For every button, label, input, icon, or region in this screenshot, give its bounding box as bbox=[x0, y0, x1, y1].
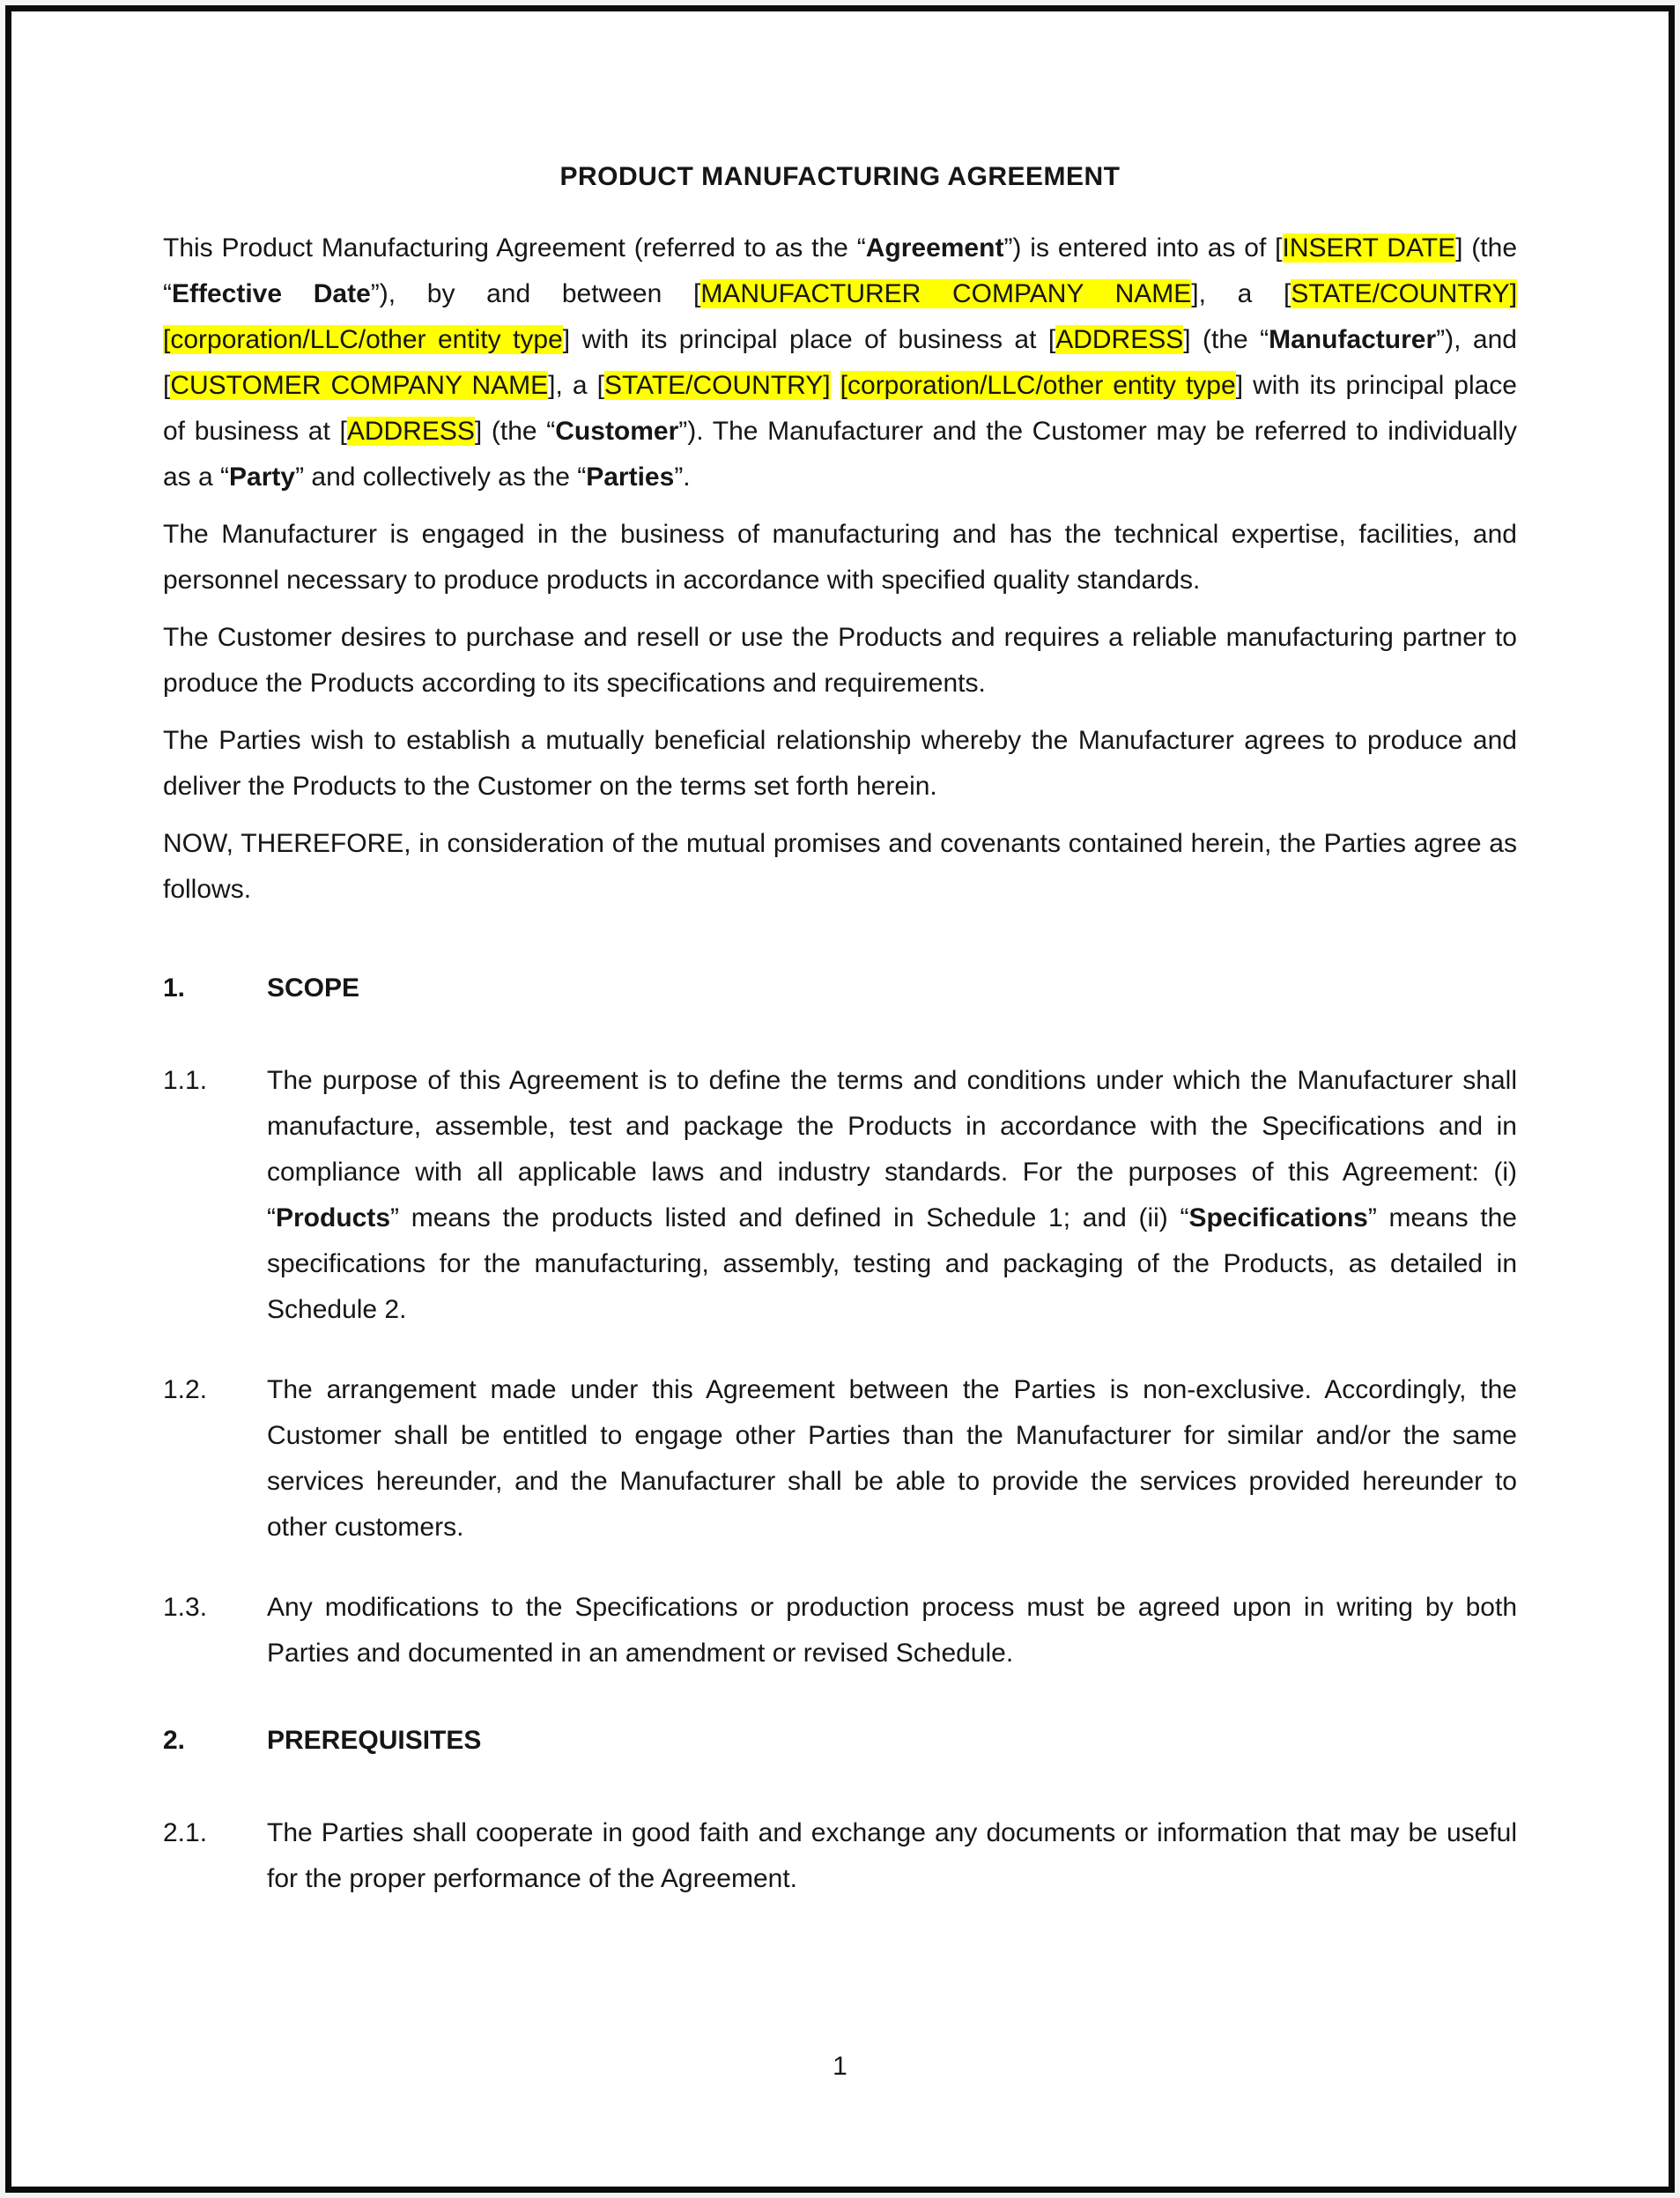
text-run: ], a [ bbox=[548, 371, 604, 400]
text-run: ” means the specifications for the manufacturing, assembly, testing and packaging of the Products, as detailed in Schedule 2. bbox=[267, 1203, 1517, 1324]
highlighted-placeholder: STATE/COUNTRY] bbox=[603, 371, 831, 400]
highlighted-placeholder: INSERT DATE bbox=[1282, 233, 1456, 263]
highlighted-placeholder: [corporation/LLC/other entity type bbox=[840, 371, 1236, 400]
bold-term: Agreement bbox=[865, 233, 1004, 263]
section-heading bbox=[163, 1718, 1517, 1764]
section-heading-label: PREREQUISITES bbox=[267, 1726, 482, 1755]
highlighted-placeholder: MANUFACTURER COMPANY NAME bbox=[700, 279, 1192, 308]
text-run: ], a [ bbox=[1191, 279, 1291, 308]
bold-term: Effective Date bbox=[172, 279, 371, 308]
recital-paragraph-2: The Customer desires to purchase and resell or use the Products and requires a reliable manufacturing partner to produce the Products according to its specifications and requirements. bbox=[163, 623, 1517, 698]
recital-paragraph-1: The Manufacturer is engaged in the business of manufacturing and has the technical expertise, facilities, and personnel necessary to produce products in accordance with specified quality standards. bbox=[163, 520, 1517, 595]
text-run bbox=[831, 371, 840, 400]
page-footer bbox=[163, 2044, 1517, 2090]
bold-term: Customer bbox=[555, 417, 679, 446]
bold-term: Parties bbox=[586, 463, 675, 492]
text-run: ”). The Manufacturer and the Customer may be referred to individually as a “ bbox=[163, 417, 1517, 492]
text-run: ” and collectively as the “ bbox=[295, 463, 587, 492]
clause-1-3 bbox=[163, 1585, 1517, 1676]
clause-number: 2.1. bbox=[163, 1818, 208, 1847]
highlighted-placeholder: [corporation/LLC/other entity type bbox=[163, 325, 563, 354]
document-page bbox=[5, 5, 1675, 2193]
clause-text: The Parties shall cooperate in good faith and exchange any documents or information that may be useful for the proper performance of the Agreement. bbox=[267, 1818, 1517, 1893]
recital-paragraph-3: The Parties wish to establish a mutually beneficial relationship whereby the Manufacturer agrees to produce and deliver the Products to the Customer on the terms set forth herein. bbox=[163, 726, 1517, 801]
intro-paragraph bbox=[163, 226, 1517, 500]
section-prerequisites bbox=[163, 1718, 1517, 1902]
clause-number: 1.3. bbox=[163, 1593, 208, 1622]
page-number: 1 bbox=[833, 2052, 847, 2081]
section-number: 2. bbox=[163, 1726, 186, 1755]
text-run: ] with its principal place of business at [ bbox=[163, 371, 1517, 446]
clause-text: The arrangement made under this Agreement between the Parties is non-exclusive. Accordingly, the Customer shall be entitled to engage other Parties than the Manufacturer for similar and/or the same services hereunder, and the Manufacturer shall be able to provide the services provided hereunder to other customers. bbox=[267, 1375, 1517, 1542]
section-scope bbox=[163, 966, 1517, 1676]
clause-1-1 bbox=[163, 1058, 1517, 1333]
text-run: ”), and [ bbox=[163, 325, 1517, 400]
section-heading-label: SCOPE bbox=[267, 973, 360, 1003]
text-run: ] (the “ bbox=[163, 233, 1517, 308]
text-run: ”), by and between [ bbox=[370, 279, 701, 308]
text-run: ” means the products listed and defined in Schedule 1; and (ii) “ bbox=[390, 1203, 1189, 1232]
text-run: ] with its principal place of business at [ bbox=[562, 325, 1056, 354]
bold-term: Specifications bbox=[1188, 1203, 1368, 1232]
highlighted-placeholder: STATE/COUNTRY] bbox=[1291, 279, 1518, 308]
bold-term: Products bbox=[276, 1203, 391, 1232]
section-number: 1. bbox=[163, 973, 186, 1003]
highlighted-placeholder: ADDRESS bbox=[346, 417, 475, 446]
text-run: ”. bbox=[674, 463, 691, 492]
text-run: This Product Manufacturing Agreement (referred to as the “ bbox=[163, 233, 866, 263]
section-heading bbox=[163, 966, 1517, 1011]
clause-text bbox=[267, 1058, 1517, 1333]
now-therefore-paragraph: NOW, THEREFORE, in consideration of the mutual promises and covenants contained herein, the Parties agree as follows. bbox=[163, 829, 1517, 904]
clause-text: Any modifications to the Specifications or production process must be agreed upon in writing by both Parties and documented in an amendment or revised Schedule. bbox=[267, 1593, 1517, 1668]
clause-1-2 bbox=[163, 1367, 1517, 1550]
document-title: PRODUCT MANUFACTURING AGREEMENT bbox=[559, 162, 1121, 191]
bold-term: Party bbox=[229, 463, 296, 492]
clause-number: 1.2. bbox=[163, 1375, 208, 1404]
clause-2-1 bbox=[163, 1810, 1517, 1902]
bold-term: Manufacturer bbox=[1269, 325, 1437, 354]
text-run: ] (the “ bbox=[474, 417, 556, 446]
highlighted-placeholder: ADDRESS bbox=[1055, 325, 1184, 354]
text-run: ] (the “ bbox=[1183, 325, 1269, 354]
clause-number: 1.1. bbox=[163, 1066, 208, 1095]
text-run: ”) is entered into as of [ bbox=[1003, 233, 1283, 263]
highlighted-placeholder: CUSTOMER COMPANY NAME bbox=[170, 371, 549, 400]
text-run: The purpose of this Agreement is to define the terms and conditions under which the Manufacturer shall manufacture, assemble, test and package the Products in accordance with the Specifications and in compliance with all applicable laws and industry standards. For the purposes of this Agreement: (i) “ bbox=[267, 1066, 1517, 1232]
